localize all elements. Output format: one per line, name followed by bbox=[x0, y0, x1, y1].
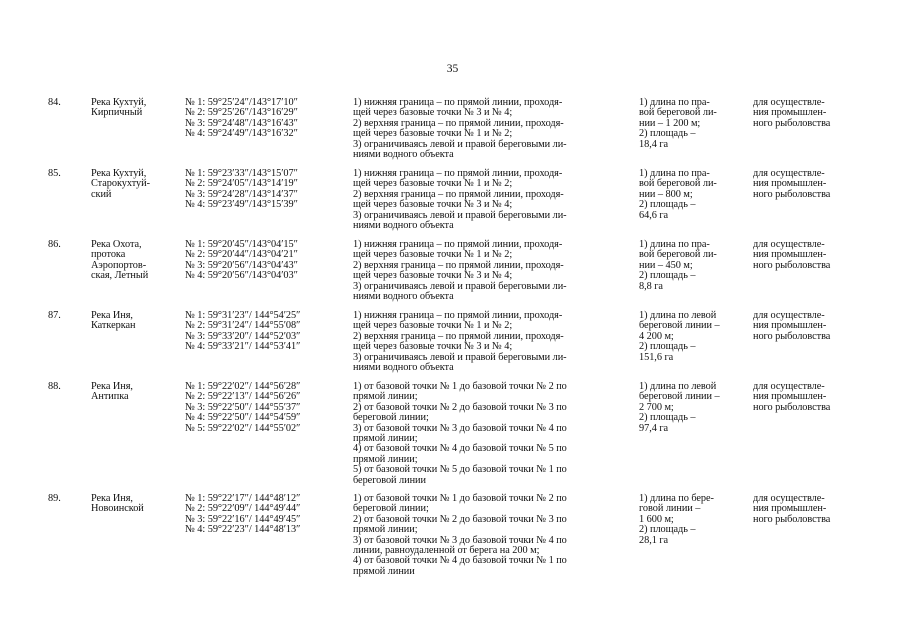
area-boundaries-line: 4) от базовой точки № 4 до базовой точки № 1 по bbox=[353, 555, 567, 567]
row-number: 89. bbox=[48, 493, 61, 504]
area-size-line: 1 600 м; bbox=[639, 513, 674, 525]
area-boundaries-line: 3) ограничиваясь левой и правой береговыми ли- bbox=[353, 351, 567, 363]
area-size bbox=[639, 98, 717, 150]
area-boundaries-line: 3) ограничиваясь левой и правой береговыми ли- bbox=[353, 280, 567, 292]
area-boundaries-line: 1) нижняя граница – по прямой линии, проходя- bbox=[353, 239, 563, 250]
base-point-coordinates-line: № 4: 59°20′56″/143°04′03″ bbox=[185, 270, 298, 282]
row-number: 88. bbox=[48, 381, 61, 392]
area-size-line: 97,4 га bbox=[639, 422, 669, 434]
water-body-name-line: ский bbox=[91, 188, 112, 200]
area-purpose-line: для осуществле- bbox=[753, 97, 825, 108]
area-size-line: 8,8 га bbox=[639, 280, 663, 292]
area-purpose-line: ного рыболовства bbox=[753, 330, 831, 342]
water-body-name bbox=[91, 311, 135, 332]
base-point-coordinates-line: № 1: 59°31′23″/ 144°54′25″ bbox=[185, 310, 301, 321]
area-boundaries-line: 3) от базовой точки № 3 до базовой точки № 4 по bbox=[353, 534, 567, 546]
area-size-line: 18,4 га bbox=[639, 138, 669, 150]
area-size bbox=[639, 240, 717, 292]
area-boundaries-line: 1) нижняя граница – по прямой линии, проходя- bbox=[353, 310, 563, 321]
area-size-line: 4 200 м; bbox=[639, 330, 674, 342]
area-boundaries-line: 3) от базовой точки № 3 до базовой точки № 4 по bbox=[353, 422, 567, 434]
area-size bbox=[639, 169, 717, 221]
water-body-name bbox=[91, 98, 146, 119]
area-purpose-line: ного рыболовства bbox=[753, 188, 831, 200]
water-body-name-line: Новоинской bbox=[91, 503, 144, 515]
area-size-line: 2) площадь – bbox=[639, 199, 696, 211]
area-purpose-line: ного рыболовства bbox=[753, 513, 831, 525]
water-body-name bbox=[91, 382, 133, 403]
area-size-line: 64,6 га bbox=[639, 209, 669, 221]
area-size-line: говой линии – bbox=[639, 503, 701, 515]
area-purpose-line: для осуществле- bbox=[753, 493, 825, 504]
area-boundaries-line: 5) от базовой точки № 5 до базовой точки № 1 по bbox=[353, 464, 567, 476]
water-body-name-line: Кирпичный bbox=[91, 107, 143, 119]
area-boundaries-line: щей через базовые точки № 1 и № 2; bbox=[353, 128, 513, 140]
area-size-line: вой береговой ли- bbox=[639, 249, 717, 261]
area-size-line: 1) длина по пра- bbox=[639, 97, 710, 108]
base-point-coordinates-line: № 1: 59°25′24″/143°17′10″ bbox=[185, 97, 298, 108]
area-boundaries-line: 2) от базовой точки № 2 до базовой точки № 3 по bbox=[353, 513, 567, 525]
base-point-coordinates-line: № 1: 59°23′33″/143°15′07″ bbox=[185, 168, 298, 179]
area-boundaries-line: щей через базовые точки № 1 и № 2; bbox=[353, 178, 513, 190]
water-body-name-line: Антипка bbox=[91, 391, 129, 403]
area-boundaries bbox=[353, 240, 567, 302]
area-size-line: 2) площадь – bbox=[639, 412, 696, 424]
row-number: 86. bbox=[48, 239, 61, 250]
area-purpose-line: для осуществле- bbox=[753, 168, 825, 179]
area-boundaries-line: 2) верхняя граница – по прямой линии, проходя- bbox=[353, 117, 564, 129]
area-size-line: 2) площадь – bbox=[639, 524, 696, 536]
base-point-coordinates-line: № 1: 59°22′17″/ 144°48′12″ bbox=[185, 493, 301, 504]
area-size-line: береговой линии – bbox=[639, 391, 720, 403]
area-purpose-line: ния промышлен- bbox=[753, 107, 827, 119]
area-boundaries-line: 1) нижняя граница – по прямой линии, проходя- bbox=[353, 168, 563, 179]
area-boundaries-line: прямой линии; bbox=[353, 453, 418, 465]
base-point-coordinates-line: № 3: 59°20′56″/143°04′43″ bbox=[185, 259, 298, 271]
area-boundaries-line: щей через базовые точки № 3 и № 4; bbox=[353, 341, 513, 353]
area-size-line: 1) длина по левой bbox=[639, 381, 717, 392]
area-purpose-line: ния промышлен- bbox=[753, 249, 827, 261]
area-boundaries bbox=[353, 98, 567, 160]
area-boundaries-line: 3) ограничиваясь левой и правой береговыми ли- bbox=[353, 138, 567, 150]
base-point-coordinates bbox=[185, 311, 300, 353]
base-point-coordinates-line: № 3: 59°24′28″/143°14′37″ bbox=[185, 188, 298, 200]
area-boundaries-line: линии, равноудаленной от берега на 200 м; bbox=[353, 544, 540, 556]
area-boundaries-line: ниями водного объекта bbox=[353, 148, 454, 160]
area-boundaries bbox=[353, 311, 567, 373]
area-size-line: нии – 1 200 м; bbox=[639, 117, 701, 129]
area-purpose-line: ного рыболовства bbox=[753, 117, 831, 129]
water-body-name-line: Река Кухтуй, bbox=[91, 168, 147, 179]
area-size-line: 2) площадь – bbox=[639, 128, 696, 140]
water-body-name bbox=[91, 494, 144, 515]
area-boundaries-line: щей через базовые точки № 1 и № 2; bbox=[353, 249, 513, 261]
area-purpose-line: ного рыболовства bbox=[753, 259, 831, 271]
area-purpose-line: для осуществле- bbox=[753, 310, 825, 321]
area-boundaries-line: 2) верхняя граница – по прямой линии, проходя- bbox=[353, 188, 564, 200]
base-point-coordinates-line: № 2: 59°31′24″/ 144°55′08″ bbox=[185, 320, 301, 332]
base-point-coordinates bbox=[185, 382, 300, 434]
area-boundaries-line: щей через базовые точки № 3 и № 4; bbox=[353, 199, 513, 211]
base-point-coordinates-line: № 3: 59°22′50″/ 144°55′37″ bbox=[185, 401, 301, 413]
base-point-coordinates-line: № 4: 59°22′23″/ 144°48′13″ bbox=[185, 524, 301, 536]
area-boundaries-line: щей через базовые точки № 1 и № 2; bbox=[353, 320, 513, 332]
area-size-line: 1) длина по пра- bbox=[639, 168, 710, 179]
water-body-name-line: Река Иня, bbox=[91, 381, 133, 392]
water-body-name bbox=[91, 240, 148, 282]
area-size-line: 1) длина по левой bbox=[639, 310, 717, 321]
area-purpose bbox=[753, 169, 830, 200]
base-point-coordinates-line: № 4: 59°33′21″/ 144°53′41″ bbox=[185, 341, 301, 353]
area-boundaries-line: 3) ограничиваясь левой и правой береговыми ли- bbox=[353, 209, 567, 221]
area-size-line: 1) длина по пра- bbox=[639, 239, 710, 250]
area-size-line: вой береговой ли- bbox=[639, 107, 717, 119]
page-number: 35 bbox=[446, 63, 459, 75]
base-point-coordinates-line: № 5: 59°22′02″/ 144°55′02″ bbox=[185, 422, 301, 434]
area-boundaries-line: 1) нижняя граница – по прямой линии, проходя- bbox=[353, 97, 563, 108]
base-point-coordinates-line: № 1: 59°20′45″/143°04′15″ bbox=[185, 239, 298, 250]
base-point-coordinates-line: № 4: 59°23′49″/143°15′39″ bbox=[185, 199, 298, 211]
area-boundaries-line: ниями водного объекта bbox=[353, 361, 454, 373]
row-number: 87. bbox=[48, 310, 61, 321]
area-boundaries bbox=[353, 169, 567, 231]
area-purpose-line: ния промышлен- bbox=[753, 391, 827, 403]
area-boundaries-line: береговой линии bbox=[353, 474, 426, 486]
area-boundaries bbox=[353, 382, 567, 486]
area-boundaries-line: 2) от базовой точки № 2 до базовой точки № 3 по bbox=[353, 401, 567, 413]
area-boundaries-line: ниями водного объекта bbox=[353, 219, 454, 231]
area-size bbox=[639, 494, 714, 546]
area-size-line: 151,6 га bbox=[639, 351, 674, 363]
base-point-coordinates-line: № 3: 59°33′20″/ 144°52′03″ bbox=[185, 330, 301, 342]
base-point-coordinates-line: № 3: 59°24′48″/143°16′43″ bbox=[185, 117, 298, 129]
water-body-name-line: Старокухтуй- bbox=[91, 178, 150, 190]
base-point-coordinates-line: № 3: 59°22′16″/ 144°49′45″ bbox=[185, 513, 301, 525]
row-number: 85. bbox=[48, 168, 61, 179]
area-boundaries-line: береговой линии; bbox=[353, 503, 429, 515]
area-boundaries-line: прямой линии; bbox=[353, 524, 418, 536]
area-size-line: 2) площадь – bbox=[639, 341, 696, 353]
water-body-name-line: Каткеркан bbox=[91, 320, 136, 332]
water-body-name-line: ская, Летный bbox=[91, 270, 149, 282]
base-point-coordinates bbox=[185, 494, 300, 536]
base-point-coordinates bbox=[185, 169, 298, 211]
area-size-line: нии – 800 м; bbox=[639, 188, 693, 200]
base-point-coordinates bbox=[185, 98, 298, 140]
base-point-coordinates-line: № 2: 59°20′44″/143°04′21″ bbox=[185, 249, 298, 261]
area-purpose bbox=[753, 98, 830, 129]
water-body-name-line: Аэропортов- bbox=[91, 259, 147, 271]
area-purpose bbox=[753, 311, 830, 342]
area-purpose-line: ния промышлен- bbox=[753, 320, 827, 332]
area-purpose-line: ного рыболовства bbox=[753, 401, 831, 413]
area-boundaries-line: береговой линии; bbox=[353, 412, 429, 424]
area-boundaries-line: прямой линии; bbox=[353, 391, 418, 403]
base-point-coordinates-line: № 4: 59°22′50″/ 144°54′59″ bbox=[185, 412, 301, 424]
area-boundaries-line: 4) от базовой точки № 4 до базовой точки № 5 по bbox=[353, 443, 567, 455]
area-size-line: нии – 450 м; bbox=[639, 259, 693, 271]
water-body-name bbox=[91, 169, 150, 200]
area-size-line: 2) площадь – bbox=[639, 270, 696, 282]
water-body-name-line: Река Охота, bbox=[91, 239, 142, 250]
area-size bbox=[639, 382, 720, 434]
water-body-name-line: Река Иня, bbox=[91, 310, 133, 321]
area-size bbox=[639, 311, 720, 363]
water-body-name-line: Река Иня, bbox=[91, 493, 133, 504]
area-boundaries-line: щей через базовые точки № 3 и № 4; bbox=[353, 270, 513, 282]
area-size-line: вой береговой ли- bbox=[639, 178, 717, 190]
area-boundaries-line: 2) верхняя граница – по прямой линии, проходя- bbox=[353, 330, 564, 342]
base-point-coordinates-line: № 4: 59°24′49″/143°16′32″ bbox=[185, 128, 298, 140]
water-body-name-line: Река Кухтуй, bbox=[91, 97, 147, 108]
area-boundaries-line: прямой линии bbox=[353, 565, 415, 577]
area-size-line: 2 700 м; bbox=[639, 401, 674, 413]
base-point-coordinates-line: № 2: 59°22′09″/ 144°49′44″ bbox=[185, 503, 301, 515]
area-purpose-line: для осуществле- bbox=[753, 381, 825, 392]
area-purpose bbox=[753, 240, 830, 271]
base-point-coordinates-line: № 1: 59°22′02″/ 144°56′28″ bbox=[185, 381, 301, 392]
base-point-coordinates bbox=[185, 240, 298, 282]
area-purpose-line: ния промышлен- bbox=[753, 178, 827, 190]
base-point-coordinates-line: № 2: 59°25′26″/143°16′29″ bbox=[185, 107, 298, 119]
area-boundaries-line: ниями водного объекта bbox=[353, 290, 454, 302]
water-body-name-line: протока bbox=[91, 249, 126, 261]
area-boundaries bbox=[353, 494, 567, 577]
area-size-line: береговой линии – bbox=[639, 320, 720, 332]
area-boundaries-line: 1) от базовой точки № 1 до базовой точки № 2 по bbox=[353, 493, 567, 504]
area-purpose bbox=[753, 382, 830, 413]
area-boundaries-line: щей через базовые точки № 3 и № 4; bbox=[353, 107, 513, 119]
base-point-coordinates-line: № 2: 59°22′13″/ 144°56′26″ bbox=[185, 391, 301, 403]
base-point-coordinates-line: № 2: 59°24′05″/143°14′19″ bbox=[185, 178, 298, 190]
area-boundaries-line: 1) от базовой точки № 1 до базовой точки № 2 по bbox=[353, 381, 567, 392]
area-boundaries-line: прямой линии; bbox=[353, 432, 418, 444]
row-number: 84. bbox=[48, 97, 61, 108]
area-boundaries-line: 2) верхняя граница – по прямой линии, проходя- bbox=[353, 259, 564, 271]
area-size-line: 1) длина по бере- bbox=[639, 493, 714, 504]
area-size-line: 28,1 га bbox=[639, 534, 669, 546]
area-purpose-line: для осуществле- bbox=[753, 239, 825, 250]
area-purpose bbox=[753, 494, 830, 525]
area-purpose-line: ния промышлен- bbox=[753, 503, 827, 515]
